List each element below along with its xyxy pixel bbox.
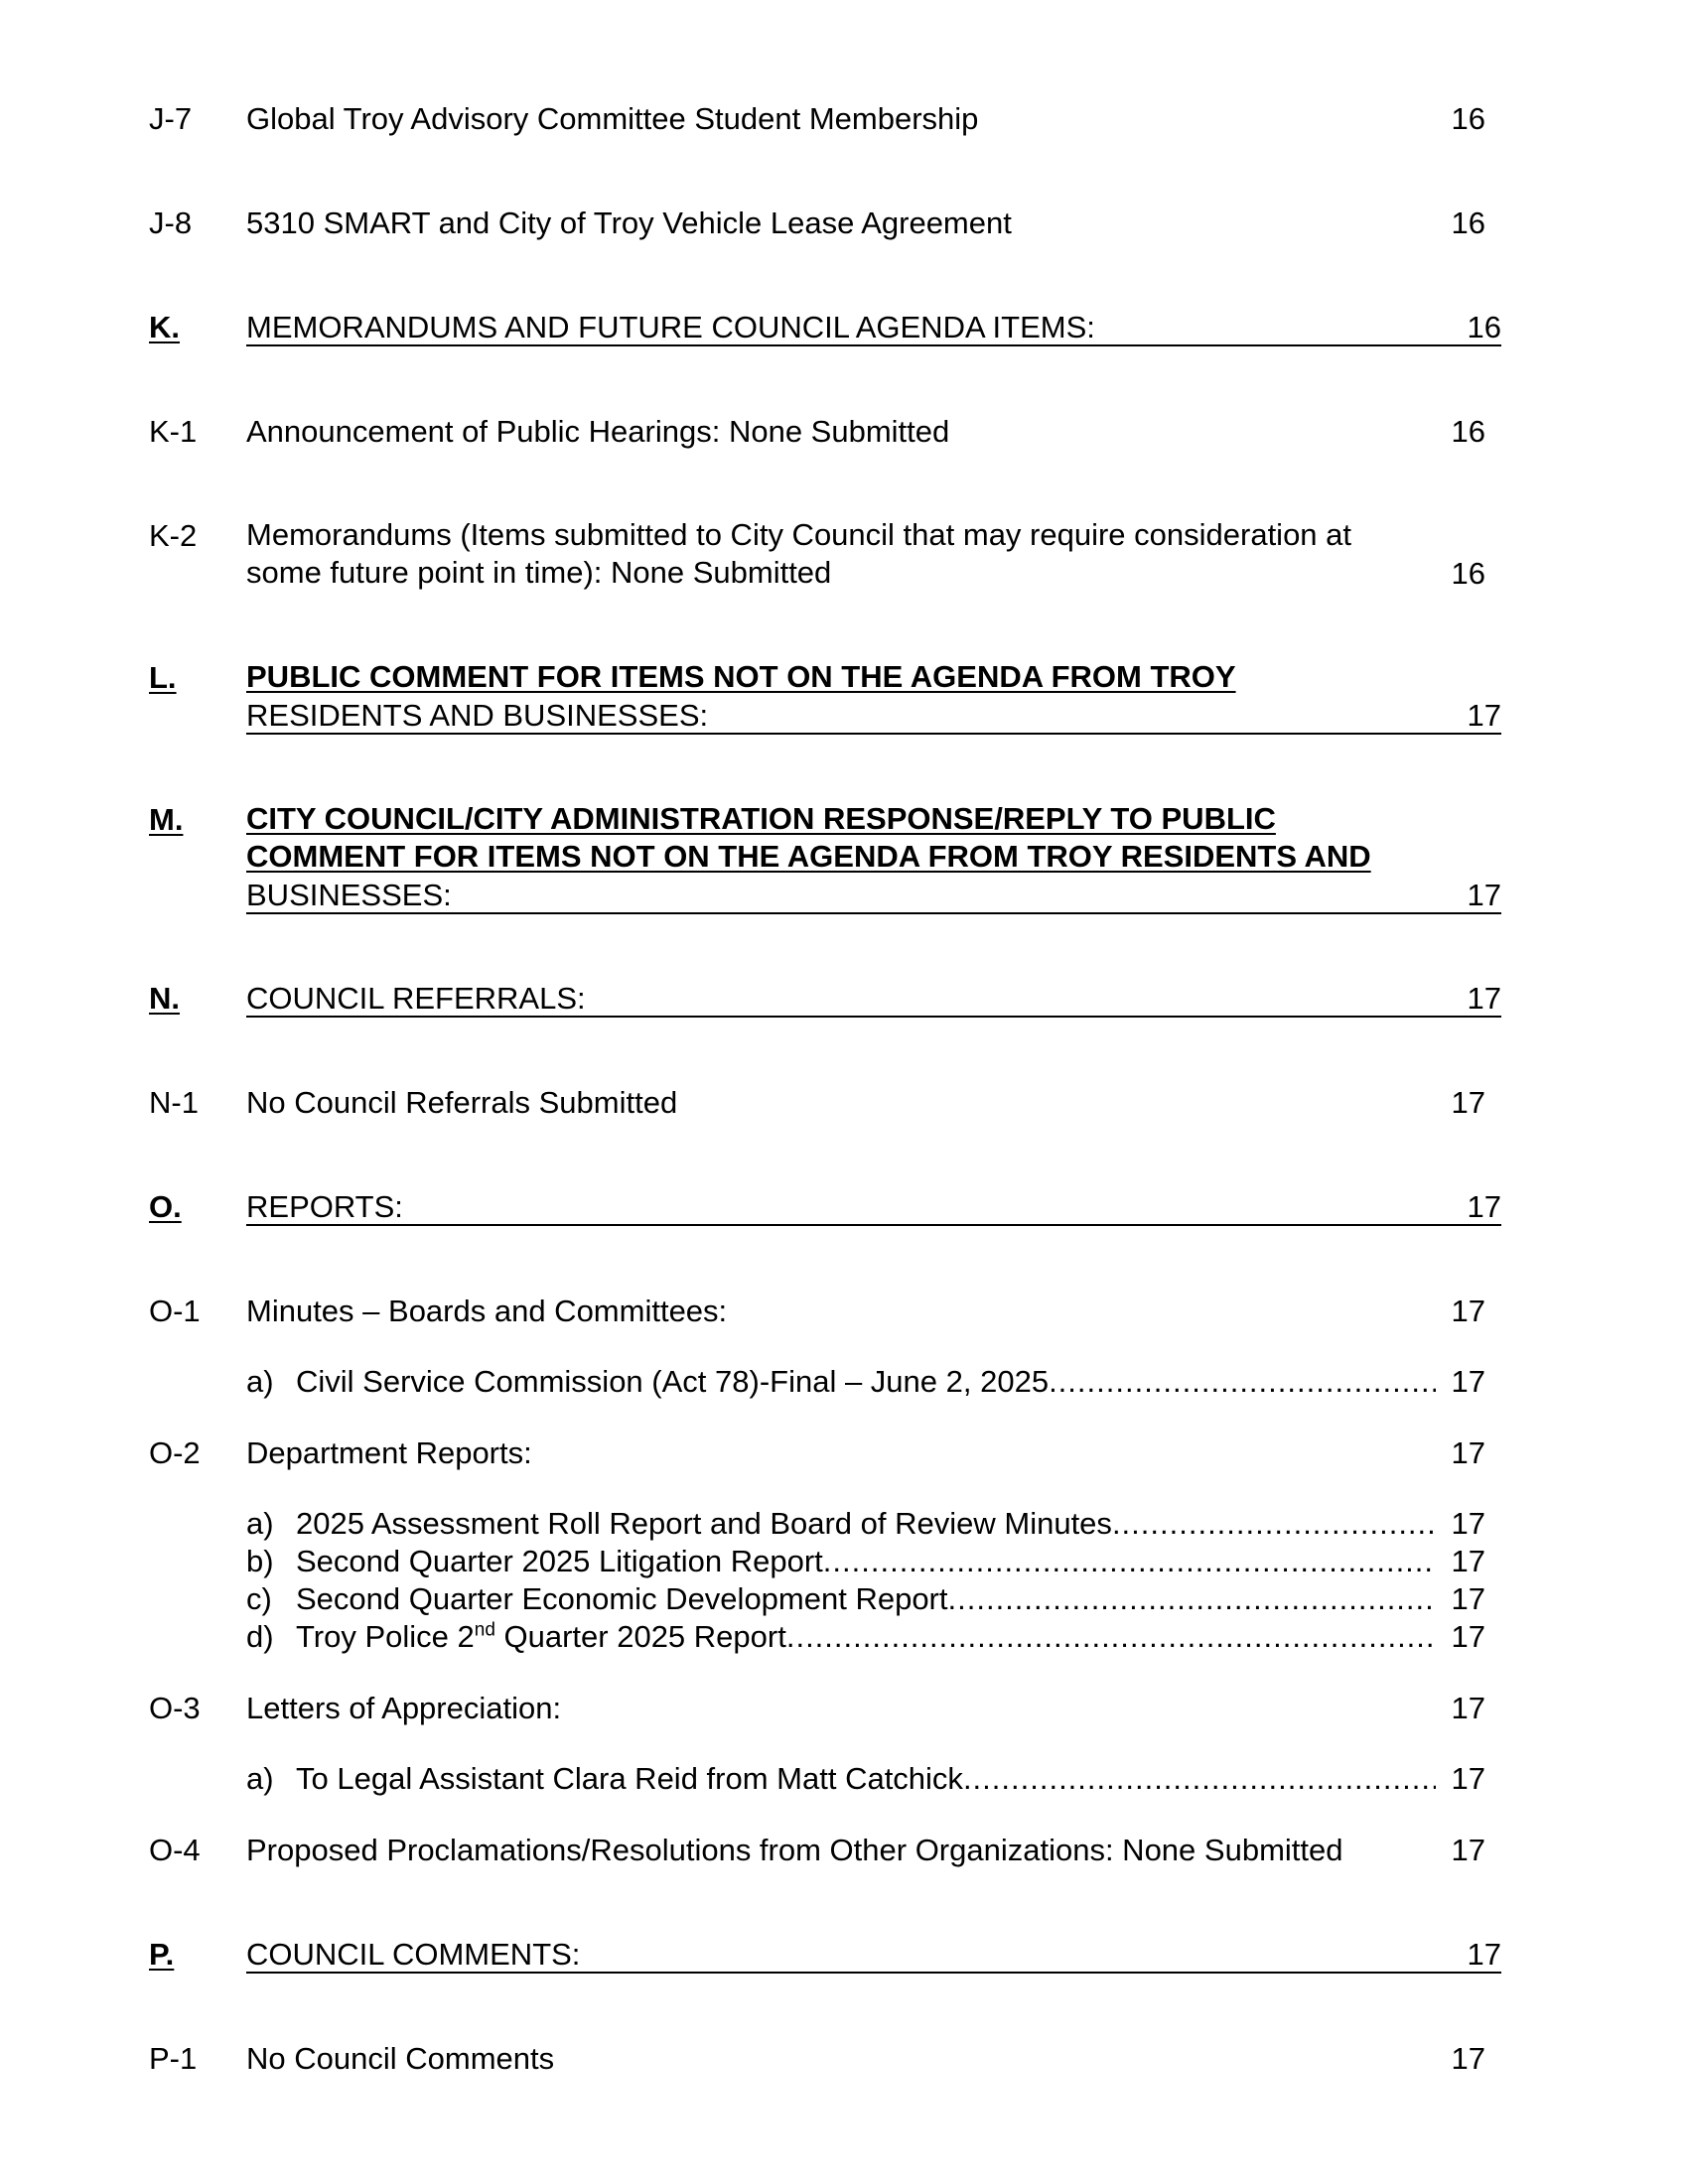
page-number: 17: [1467, 878, 1501, 912]
item-code: O-3: [149, 1691, 201, 1725]
page-number: 17: [1451, 1619, 1485, 1654]
section-title-line: PUBLIC COMMENT FOR ITEMS NOT ON THE AGENDA FROM TROY: [246, 659, 1236, 694]
heading-underline: [246, 733, 1501, 735]
page-number: 17: [1451, 1085, 1485, 1120]
section-title: MEMORANDUMS AND FUTURE COUNCIL AGENDA ITEMS:: [246, 310, 1095, 344]
agenda-item-j7: [0, 99, 1688, 139]
dot-leader: [963, 1760, 1436, 1798]
section-code: O.: [149, 1189, 182, 1224]
sub-item-letter: c): [246, 1581, 272, 1616]
sub-item-text: 2025 Assessment Roll Report and Board of Review Minutes: [296, 1506, 1112, 1541]
page-number: 17: [1451, 1506, 1485, 1541]
item-code: N-1: [149, 1085, 199, 1120]
sub-item-text: To Legal Assistant Clara Reid from Matt Catchick: [296, 1761, 963, 1796]
item-title-line: Memorandums (Items submitted to City Council that may require consideration at: [246, 517, 1352, 552]
sub-item: [246, 1618, 1485, 1656]
sub-item: [246, 1580, 1485, 1618]
sub-item-letter: b): [246, 1544, 274, 1578]
sub-item: [246, 1505, 1485, 1543]
sub-item-label: [296, 1505, 1436, 1543]
item-title: No Council Comments: [246, 2041, 555, 2076]
sub-item-label: [296, 1618, 1436, 1656]
sub-item: [246, 1543, 1485, 1580]
section-heading: [246, 876, 1501, 915]
item-title: [246, 516, 1351, 592]
item-code: O-2: [149, 1435, 201, 1470]
agenda-item-o3: [0, 1689, 1688, 1728]
sub-item-label: [296, 1363, 1436, 1401]
page-number: 16: [1451, 556, 1485, 591]
heading-underline: [246, 1016, 1501, 1018]
page-number: 16: [1451, 101, 1485, 136]
sub-item-label: [296, 1760, 1436, 1798]
section-title-line: BUSINESSES:: [246, 878, 452, 912]
item-code: O-4: [149, 1833, 201, 1867]
page-number: 17: [1451, 1761, 1485, 1796]
agenda-item-o1: [0, 1292, 1688, 1331]
sub-item: [246, 1760, 1485, 1798]
item-title: Letters of Appreciation:: [246, 1691, 562, 1725]
section-code: M.: [149, 802, 184, 837]
sub-item-text: Second Quarter Economic Development Report: [296, 1581, 948, 1616]
heading-underline: [246, 1972, 1501, 1974]
item-title: Department Reports:: [246, 1435, 532, 1470]
section-heading: [246, 308, 1501, 347]
section-title: REPORTS:: [246, 1189, 403, 1224]
section-title: [246, 658, 1236, 696]
page-number: 17: [1451, 2041, 1485, 2076]
page-number: 17: [1451, 1833, 1485, 1867]
agenda-item-p1: [0, 2039, 1688, 2079]
sub-item-text: Civil Service Commission (Act 78)-Final – June 2, 2025: [296, 1364, 1050, 1399]
sub-item-letter: a): [246, 1761, 274, 1796]
section-code: N.: [149, 981, 180, 1016]
item-title: 5310 SMART and City of Troy Vehicle Lease Agreement: [246, 205, 1012, 240]
dot-leader: [948, 1580, 1437, 1618]
item-title-line: some future point in time): None Submitted: [246, 555, 832, 590]
section-code: P.: [149, 1937, 175, 1972]
item-code: K-1: [149, 414, 198, 449]
sub-item-letter: a): [246, 1506, 274, 1541]
page-number: 16: [1451, 414, 1485, 449]
item-code: J-8: [149, 205, 193, 240]
section-heading: [246, 1187, 1501, 1227]
sub-item-label: [296, 1543, 1436, 1580]
item-code: O-1: [149, 1294, 201, 1328]
page-number: 17: [1451, 1364, 1485, 1399]
agenda-item-k1: [0, 412, 1688, 452]
page-number: 17: [1467, 1189, 1501, 1224]
item-code: J-7: [149, 101, 193, 136]
ordinal-suffix: nd: [474, 1619, 495, 1641]
page-number: 17: [1451, 1581, 1485, 1616]
sub-item-letter: a): [246, 1364, 274, 1399]
dot-leader: [786, 1618, 1436, 1656]
section-code: K.: [149, 310, 180, 344]
agenda-item-n1: [0, 1083, 1688, 1123]
section-p: [0, 1935, 1688, 1975]
item-code: K-2: [149, 518, 198, 553]
item-title: Minutes – Boards and Committees:: [246, 1294, 728, 1328]
section-heading: [246, 1935, 1501, 1975]
sub-item-text-part: Quarter 2025 Report: [494, 1619, 786, 1654]
heading-underline: [246, 912, 1501, 914]
dot-leader: [1112, 1505, 1436, 1543]
section-o: [0, 1187, 1688, 1227]
section-title-line: COMMENT FOR ITEMS NOT ON THE AGENDA FROM TROY RESIDENTS AND: [246, 839, 1371, 874]
section-title-line: RESIDENTS AND BUSINESSES:: [246, 698, 709, 733]
section-n: [0, 979, 1688, 1019]
agenda-item-o2: [0, 1433, 1688, 1473]
section-k: [0, 308, 1688, 347]
sub-item-label: [296, 1580, 1436, 1618]
section-code: L.: [149, 660, 177, 695]
item-title: No Council Referrals Submitted: [246, 1085, 678, 1120]
page-number: 17: [1467, 698, 1501, 733]
section-title: [246, 800, 1371, 876]
dot-leader: [823, 1543, 1436, 1580]
section-title-line: CITY COUNCIL/CITY ADMINISTRATION RESPONSE/REPLY TO PUBLIC: [246, 801, 1276, 836]
section-heading: [246, 696, 1501, 736]
agenda-item-o4: [0, 1831, 1688, 1870]
page-number: 17: [1451, 1435, 1485, 1470]
page-number: 17: [1451, 1294, 1485, 1328]
dot-leader: [1049, 1363, 1436, 1401]
sub-item-letter: d): [246, 1619, 274, 1654]
item-title: Global Troy Advisory Committee Student Membership: [246, 101, 979, 136]
page-number: 17: [1467, 981, 1501, 1016]
sub-item: [246, 1363, 1485, 1401]
sub-item-text: [296, 1618, 786, 1656]
section-title: COUNCIL COMMENTS:: [246, 1937, 581, 1972]
item-title: Proposed Proclamations/Resolutions from Other Organizations: None Submitted: [246, 1833, 1343, 1867]
page-number: 17: [1451, 1544, 1485, 1578]
page-number: 17: [1451, 1691, 1485, 1725]
heading-underline: [246, 344, 1501, 346]
agenda-item-j8: [0, 204, 1688, 243]
heading-underline: [246, 1224, 1501, 1226]
sub-item-text-part: Troy Police 2: [296, 1619, 475, 1654]
page-number: 16: [1451, 205, 1485, 240]
section-heading: [246, 979, 1501, 1019]
sub-item-text: Second Quarter 2025 Litigation Report: [296, 1544, 823, 1578]
item-title: Announcement of Public Hearings: None Submitted: [246, 414, 950, 449]
section-title: COUNCIL REFERRALS:: [246, 981, 586, 1016]
page-number: 17: [1467, 1937, 1501, 1972]
item-code: P-1: [149, 2041, 198, 2076]
page-number: 16: [1467, 310, 1501, 344]
